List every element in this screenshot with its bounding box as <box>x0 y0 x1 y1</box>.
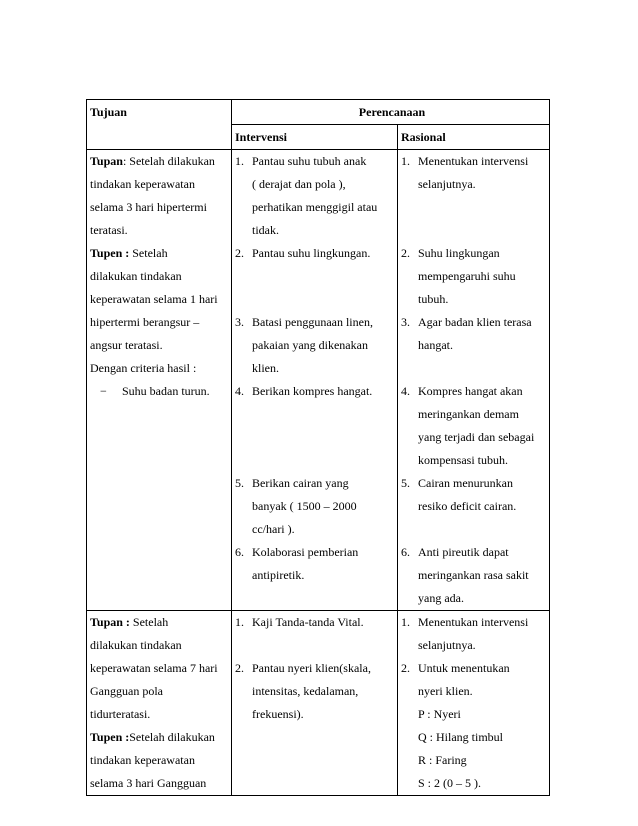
item-number: 2. <box>235 246 244 260</box>
row1-tupan-text: : Setelah dilakukan <box>122 154 215 168</box>
item-number: 6. <box>401 545 410 559</box>
list-item <box>235 541 394 564</box>
item-text: klien. <box>252 361 279 375</box>
item-number: 1. <box>401 154 410 168</box>
item-text: frekuensi). <box>252 707 304 721</box>
item-text: antipiretik. <box>252 568 305 582</box>
row1-intervensi-cell <box>232 150 398 611</box>
item-text: Menentukan intervensi <box>418 615 529 629</box>
text-line: keperawatan selama 1 hari <box>90 292 218 306</box>
text-line: selama 3 hari Gangguan <box>90 776 207 790</box>
row2-tupan-text: Setelah <box>129 615 169 629</box>
list-item <box>235 611 394 634</box>
list-item <box>401 150 546 173</box>
spacer <box>235 634 394 657</box>
item-text: tidak. <box>252 223 279 237</box>
item-text: Suhu lingkungan <box>418 246 500 260</box>
list-item <box>235 472 394 495</box>
list-item <box>235 380 394 403</box>
list-item <box>401 242 546 265</box>
item-text: Anti pireutik dapat <box>418 545 509 559</box>
text-line: angsur teratasi. <box>90 338 163 352</box>
item-text: Untuk menentukan <box>418 661 510 675</box>
list-item <box>235 150 394 173</box>
criteria-item <box>90 380 228 403</box>
list-item <box>401 472 546 495</box>
item-number: 1. <box>401 615 410 629</box>
item-text: Q : Hilang timbul <box>418 730 503 744</box>
list-item <box>401 541 546 564</box>
item-text: hangat. <box>418 338 453 352</box>
item-text: Menentukan intervensi <box>418 154 529 168</box>
item-text: meringankan rasa sakit <box>418 568 529 582</box>
row2-tujuan-cell <box>87 611 232 796</box>
header-perencanaan: Perencanaan <box>232 100 550 125</box>
item-number: 4. <box>401 384 410 398</box>
item-text: Pantau suhu tubuh anak <box>252 154 367 168</box>
spacer <box>401 357 546 380</box>
spacer <box>401 518 546 541</box>
text-line: keperawatan selama 7 hari <box>90 661 218 675</box>
row1-rasional-cell <box>398 150 550 611</box>
item-text: Kaji Tanda-tanda Vital. <box>252 615 364 629</box>
item-number: 2. <box>235 661 244 675</box>
item-text: banyak ( 1500 – 2000 <box>252 499 357 513</box>
item-text: Pantau suhu lingkungan. <box>252 246 371 260</box>
spacer <box>235 288 394 311</box>
row2-intervensi-cell <box>232 611 398 796</box>
item-text: Kompres hangat akan <box>418 384 523 398</box>
item-text: Batasi penggunaan linen, <box>252 315 373 329</box>
text-line: Gangguan pola <box>90 684 163 698</box>
item-text: cc/hari ). <box>252 522 295 536</box>
item-text: intensitas, kedalaman, <box>252 684 359 698</box>
item-number: 5. <box>235 476 244 490</box>
header-tujuan: Tujuan <box>87 100 232 150</box>
item-text: kompensasi tubuh. <box>418 453 508 467</box>
text-line: dilakukan tindakan <box>90 269 182 283</box>
spacer <box>235 426 394 449</box>
item-text: S : 2 (0 – 5 ). <box>418 776 481 790</box>
item-text: nyeri klien. <box>418 684 473 698</box>
item-text: Kolaborasi pemberian <box>252 545 359 559</box>
header-rasional: Rasional <box>398 125 550 150</box>
item-text: selanjutnya. <box>418 638 476 652</box>
row1-tujuan-cell <box>87 150 232 611</box>
dash-bullet-icon: − <box>100 384 107 398</box>
item-text: ( derajat dan pola ), <box>252 177 346 191</box>
header-intervensi: Intervensi <box>232 125 398 150</box>
row1-tupen-text: Setelah <box>129 246 168 260</box>
item-number: 1. <box>235 154 244 168</box>
row2-rasional-cell <box>398 611 550 796</box>
row2-tupan-line <box>90 611 228 634</box>
text-line: tindakan keperawatan <box>90 177 195 191</box>
item-number: 2. <box>401 246 410 260</box>
table-row <box>87 150 550 611</box>
item-text: selanjutnya. <box>418 177 476 191</box>
item-text: yang terjadi dan sebagai <box>418 430 535 444</box>
item-text: Berikan kompres hangat. <box>252 384 373 398</box>
list-item <box>401 611 546 634</box>
list-item <box>401 657 546 680</box>
row1-tupen-label: Tupen : <box>90 246 130 260</box>
row2-tupen-text: Setelah dilakukan <box>129 730 215 744</box>
header-row-top <box>87 100 550 125</box>
list-item <box>235 242 394 265</box>
list-item <box>401 311 546 334</box>
item-text: yang ada. <box>418 591 464 605</box>
spacer <box>401 219 546 242</box>
row1-tupan-label: Tupan <box>90 154 123 168</box>
nursing-plan-table <box>86 99 550 796</box>
row1-tupan-line <box>90 150 228 173</box>
item-text: Agar badan klien terasa <box>418 315 532 329</box>
item-number: 6. <box>235 545 244 559</box>
item-number: 3. <box>235 315 244 329</box>
row2-tupen-label: Tupen : <box>90 730 130 744</box>
item-text: pakaian yang dikenakan <box>252 338 368 352</box>
item-text: Cairan menurunkan <box>418 476 513 490</box>
table-row <box>87 611 550 796</box>
item-text: tubuh. <box>418 292 449 306</box>
list-item <box>401 380 546 403</box>
row2-tupan-label: Tupan : <box>90 615 130 629</box>
item-number: 1. <box>235 615 244 629</box>
list-item <box>235 657 394 680</box>
text-line: teratasi. <box>90 223 128 237</box>
item-number: 4. <box>235 384 244 398</box>
item-text: Berikan cairan yang <box>252 476 349 490</box>
item-text: R : Faring <box>418 753 467 767</box>
spacer <box>235 449 394 472</box>
item-text: mempengaruhi suhu <box>418 269 516 283</box>
list-item <box>235 311 394 334</box>
spacer <box>235 265 394 288</box>
row2-tupen-line <box>90 726 228 749</box>
item-number: 3. <box>401 315 410 329</box>
item-number: 5. <box>401 476 410 490</box>
item-text: P : Nyeri <box>418 707 461 721</box>
item-text: meringankan demam <box>418 407 519 421</box>
criteria-text: Suhu badan turun. <box>122 384 210 398</box>
text-line: selama 3 hari hipertermi <box>90 200 207 214</box>
text-line: tindakan keperawatan <box>90 753 195 767</box>
row1-tupen-line <box>90 242 228 265</box>
item-text: resiko deficit cairan. <box>418 499 517 513</box>
spacer <box>401 196 546 219</box>
text-line: hipertermi berangsur – <box>90 315 200 329</box>
item-text: Pantau nyeri klien(skala, <box>252 661 371 675</box>
text-line: dilakukan tindakan <box>90 638 182 652</box>
item-text: perhatikan menggigil atau <box>252 200 378 214</box>
text-line: Dengan criteria hasil : <box>90 361 197 375</box>
spacer <box>235 403 394 426</box>
text-line: tidurteratasi. <box>90 707 151 721</box>
item-number: 2. <box>401 661 410 675</box>
